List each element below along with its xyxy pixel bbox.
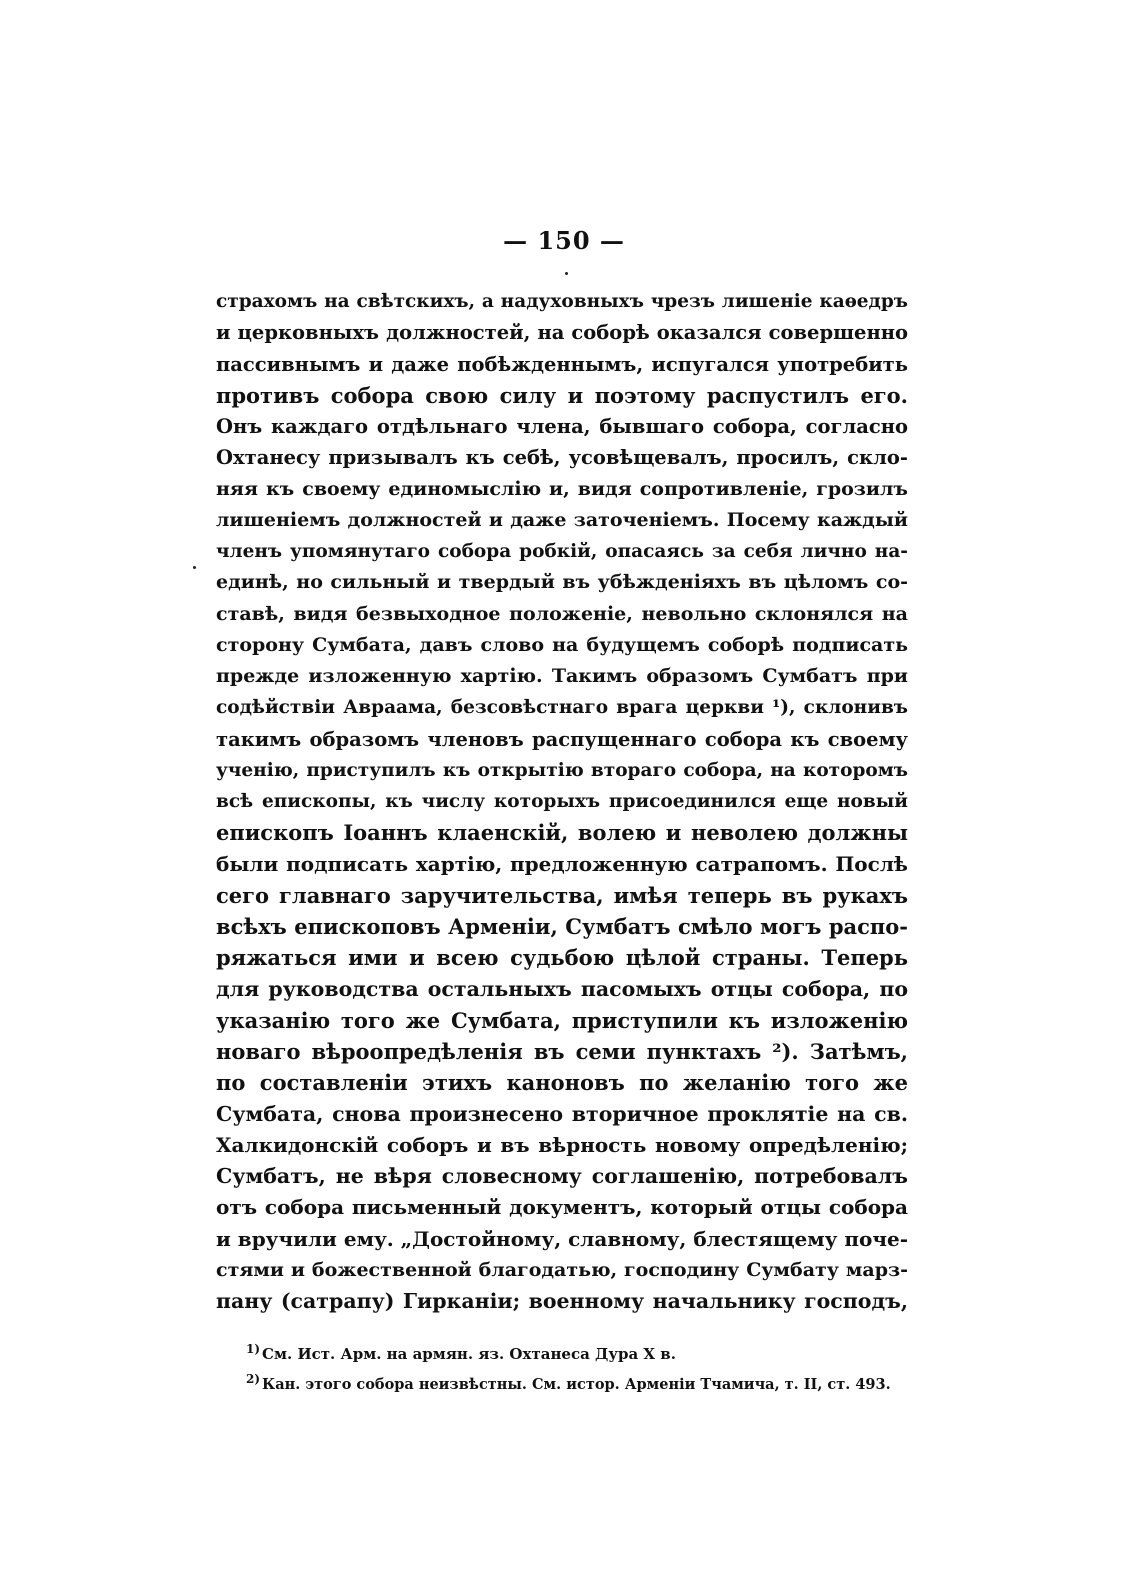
text-line: отъ собора письменный документъ, который отцы собора xyxy=(216,1195,908,1220)
text-line: ряжаться ими и всею судьбою цѣлой страны. Теперь xyxy=(216,945,908,971)
text-line: Онъ каждаго отдѣльнаго члена, бывшаго собора, согласно xyxy=(216,415,908,438)
text-line: ставѣ, видя безвыходное положеніе, невольно склонялся на xyxy=(216,602,908,625)
text-line: Сумбатъ, не вѣря словесному соглашенію, потребовалъ xyxy=(216,1164,908,1188)
text-line: пассивнымъ и даже побѣжденнымъ, испугался употребить xyxy=(216,352,908,376)
text-line: всѣ епископы, къ числу которыхъ присоединился еще новый xyxy=(216,791,908,812)
footnotes xyxy=(246,1334,906,1394)
text-line: Халкидонскій соборъ и въ вѣрность новому опредѣленію; xyxy=(216,1132,908,1157)
text-line: и вручили ему. „Достойному, славному, блестящему поче- xyxy=(216,1226,909,1251)
text-line: прежде изложенную хартію. Такимъ образомъ Сумбатъ при xyxy=(216,665,908,687)
text-line: пану (сатрапу) Гирканіи; военному начальнику господъ, xyxy=(216,1289,908,1313)
text-line: были подписать хартію, предложенную сатрапомъ. Послѣ xyxy=(216,851,908,876)
text-line: по составленіи этихъ каноновъ по желанію того же xyxy=(216,1070,908,1096)
text-line: лишеніемъ должностей и даже заточеніемъ. Посему каждый xyxy=(216,508,908,531)
footnote xyxy=(246,1364,906,1394)
footnote-mark: 2) xyxy=(246,1372,261,1386)
text-line: Охтанесу призывалъ къ себѣ, усовѣщевалъ, просилъ, скло- xyxy=(216,446,908,470)
text-line: единѣ, но сильный и твердый въ убѣжденіяхъ въ цѣломъ со- xyxy=(216,571,908,594)
print-speck xyxy=(193,566,196,569)
body-text xyxy=(216,286,908,1317)
text-line: для руководства остальныхъ пасомыхъ отцы собора, по xyxy=(216,976,908,1001)
footnote-text: Кан. этого собора неизвѣстны. См. истор. Арменіи Тчамича, т. II, ст. 493. xyxy=(262,1375,891,1393)
footnote xyxy=(246,1334,906,1364)
print-speck xyxy=(565,272,568,275)
text-line: членъ упомянутаго собора робкій, опасаясь за себя лично на- xyxy=(216,541,908,562)
text-line: сего главнаго заручительства, имѣя теперь въ рукахъ xyxy=(216,882,908,908)
text-line: няя къ своему единомыслію и, видя сопротивленіе, грозилъ xyxy=(216,477,908,500)
text-line: всѣхъ епископовъ Арменіи, Сумбатъ смѣло могъ распо- xyxy=(216,914,908,939)
text-line: епископъ Іоаннъ клаенскій, волею и неволею должны xyxy=(216,820,908,846)
text-line: страхомъ на свѣтскихъ, а надуховныхъ чрезъ лишеніе каѳедръ xyxy=(216,291,908,312)
footnote-mark: 1) xyxy=(246,1342,261,1356)
text-line: указанію того же Сумбата, приступили къ изложенію xyxy=(216,1007,908,1033)
text-line: сторону Сумбата, давъ слово на будущемъ соборѣ подписать xyxy=(216,633,908,656)
text-line: стями и божественной благодатью, господину Сумбату марз- xyxy=(216,1258,908,1281)
text-line: противъ собора свою силу и поэтому распустилъ его. xyxy=(216,382,908,408)
text-line: такимъ образомъ членовъ распущеннаго собора къ своему xyxy=(216,727,908,751)
text-line: новаго вѣроопредѣленія въ семи пунктахъ ²). Затѣмъ, xyxy=(216,1039,908,1064)
footnote-text: См. Ист. Арм. на армян. яз. Охтанеса Дура X в. xyxy=(262,1345,676,1363)
text-line: Сумбата, снова произнесено вторичное проклятіе на св. xyxy=(216,1101,908,1126)
text-line: ученію, приступилъ къ открытію втораго собора, на которомъ xyxy=(216,759,908,781)
text-line: и церковныхъ должностей, на соборѣ оказался совершенно xyxy=(216,321,908,345)
page-number: — 150 — xyxy=(503,226,625,255)
text-line: содѣйствіи Авраама, безсовѣстнаго врага церкви ¹), склонивъ xyxy=(216,697,908,719)
